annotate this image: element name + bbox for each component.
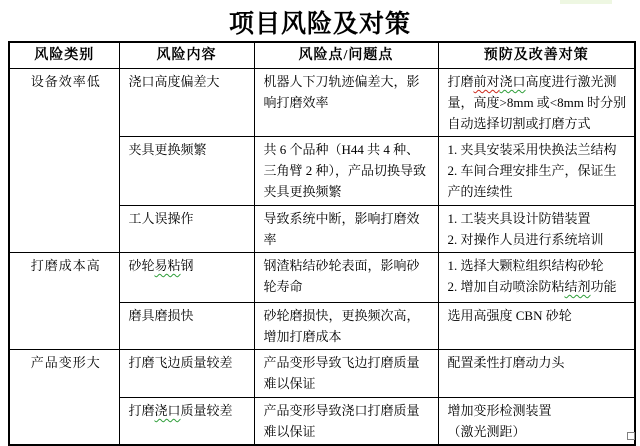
grammar-underline-text: 浇口	[154, 403, 181, 418]
countermeasure-text: 功能	[590, 279, 617, 294]
spellcheck-underline-text: 前对	[473, 74, 500, 89]
risk-point-cell: 产品变形导致飞边打磨质量难以保证	[254, 350, 438, 398]
countermeasure-line: 1. 工装夹具设计防错装置	[447, 211, 591, 226]
countermeasure-cell	[438, 206, 635, 253]
risk-point-cell: 机器人下刀轨迹偏差大，影响打磨效率	[254, 69, 438, 137]
category-cell-grinding-cost: 打磨成本高	[9, 253, 119, 350]
countermeasure-line	[448, 276, 629, 297]
countermeasure-cell	[438, 69, 635, 137]
page-title: 项目风险及对策	[228, 11, 411, 38]
countermeasure-cell: 选用高强度 CBN 砂轮	[438, 303, 635, 350]
grammar-underline-text: 浇口	[499, 74, 526, 89]
risk-content-cell	[119, 253, 254, 303]
countermeasure-line: 2. 对操作人员进行系统培训	[447, 232, 604, 247]
risk-content-cell: 磨具磨损快	[119, 303, 254, 350]
countermeasure-line: 增加变形检测装置	[447, 403, 552, 418]
countermeasure-line: 1. 夹具安装采用快换法兰结构	[447, 142, 617, 157]
risk-point-cell: 砂轮磨损快，更换频次高，增加打磨成本	[254, 303, 438, 350]
table-row	[9, 69, 635, 137]
risk-table	[8, 41, 636, 446]
risk-content-cell	[119, 398, 254, 446]
col-header-risk-point: 风险点/问题点	[254, 42, 438, 69]
risk-point-cell: 产品变形导致浇口打磨质量难以保证	[254, 398, 438, 446]
col-header-risk-category: 风险类别	[9, 42, 119, 69]
risk-content-cell: 打磨飞边质量较差	[119, 350, 254, 398]
risk-content-cell: 工人误操作	[119, 206, 254, 253]
table-resize-handle[interactable]	[627, 432, 635, 440]
risk-content-text: 砂轮	[128, 258, 155, 273]
category-cell-equipment-efficiency: 设备效率低	[9, 69, 119, 253]
risk-content-text: 质量较差	[180, 403, 233, 418]
header-row	[9, 42, 635, 69]
countermeasure-text: 高度进行激光测量，高度>8mm 或<8mm 时分别自动选择切割或打磨方式	[447, 74, 627, 131]
countermeasure-line: 1. 选择大颗粒组织结构砂轮	[447, 258, 604, 273]
countermeasure-text: 2. 增加自动喷涂防粘	[447, 279, 565, 294]
countermeasure-cell: 配置柔性打磨动力头	[438, 350, 635, 398]
table-row	[9, 350, 635, 398]
risk-content-text: 钢	[180, 258, 194, 273]
countermeasure-text: 打磨	[447, 74, 474, 89]
countermeasure-cell	[438, 398, 635, 446]
grammar-underline-text: 结剂	[564, 279, 591, 294]
risk-point-cell: 导致系统中断，影响打磨效率	[254, 206, 438, 253]
risk-point-cell: 钢渣粘结砂轮表面，影响砂轮寿命	[254, 253, 438, 303]
grammar-underline-text: 易粘	[154, 258, 181, 273]
table-row	[9, 253, 635, 303]
countermeasure-line: （激光测距）	[447, 424, 526, 439]
countermeasure-cell	[438, 137, 635, 206]
countermeasure-line: 2. 车间合理安排生产，保证生产的连续性	[447, 163, 617, 199]
risk-point-cell: 共 6 个品种（H44 共 4 种、三角臂 2 种），产品切换导致夹具更换频繁	[254, 137, 438, 206]
risk-content-text: 打磨	[128, 403, 155, 418]
col-header-risk-content: 风险内容	[119, 42, 254, 69]
risk-content-cell: 夹具更换频繁	[119, 137, 254, 206]
risk-content-cell: 浇口高度偏差大	[119, 69, 254, 137]
countermeasure-cell	[438, 253, 635, 303]
category-cell-product-deformation: 产品变形大	[9, 350, 119, 446]
col-header-countermeasure: 预防及改善对策	[438, 42, 635, 69]
